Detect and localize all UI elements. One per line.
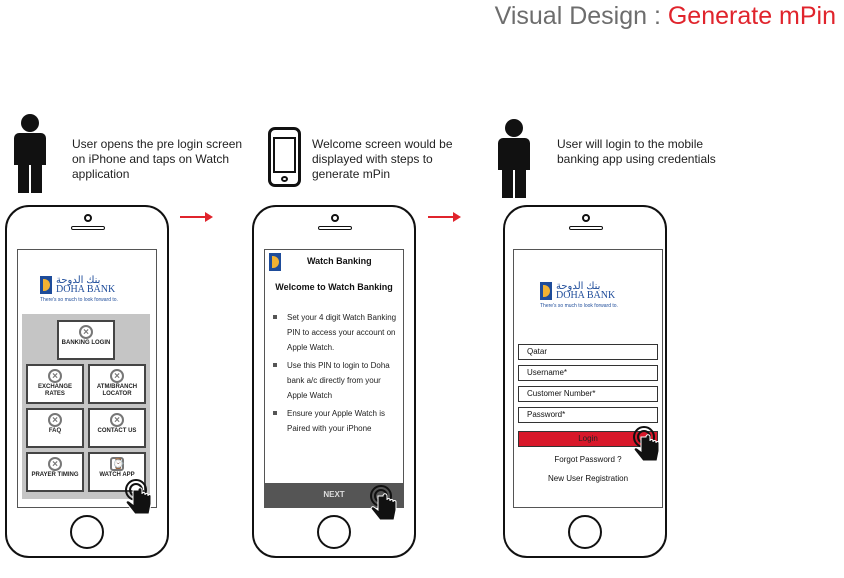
speaker-grille xyxy=(569,226,603,230)
title-prefix: Visual Design : xyxy=(494,2,668,30)
camera-icon xyxy=(582,214,590,222)
prelogin-screen: بنك الدوحة DOHA BANK There's so much to look forward to. × BANKING LOGIN × EXCHANGE RATES × ATM/BRANCH LOCATOR × FAQ × CONTACT US × PRAYER TIMING ⌚ WATCH APP xyxy=(17,249,157,508)
tile-label: BANKING LOGIN xyxy=(61,340,111,346)
home-button[interactable] xyxy=(317,515,351,549)
close-circle-icon: × xyxy=(48,457,62,471)
welcome-header-title: Watch Banking xyxy=(307,256,372,266)
speaker-grille xyxy=(71,226,105,230)
forgot-password-link[interactable]: Forgot Password ? xyxy=(554,455,622,464)
person-icon xyxy=(13,114,47,194)
camera-icon xyxy=(84,214,92,222)
menu-grid xyxy=(22,314,150,499)
close-circle-icon: × xyxy=(48,413,62,427)
slide-title xyxy=(495,2,836,31)
new-user-registration-link[interactable]: New User Registration xyxy=(547,474,629,483)
arrow-right-icon xyxy=(180,212,213,222)
welcome-header xyxy=(265,250,403,272)
step-2-caption: Welcome screen would be displayed with steps to generate mPin xyxy=(312,137,453,181)
login-screen: بنك الدوحة DOHA BANK There's so much to look forward to. Qatar Username* Customer Number* Password* Login Forgot Password ? New User Registration xyxy=(513,249,663,508)
username-field[interactable]: Username* xyxy=(518,365,658,381)
tile-atm-branch-locator[interactable] xyxy=(88,364,146,404)
tile-exchange-rates[interactable] xyxy=(26,364,84,404)
welcome-screen xyxy=(264,249,404,508)
camera-icon xyxy=(331,214,339,222)
step-1-caption: User opens the pre login screen on iPhone and taps on Watch application xyxy=(72,137,243,181)
close-circle-icon: × xyxy=(79,325,93,339)
list-item: Use this PIN to login to Doha bank a/c directly from your Apple Watch xyxy=(271,358,401,403)
smartphone-icon xyxy=(268,127,301,187)
tile-prayer-timing[interactable] xyxy=(26,452,84,492)
speaker-grille xyxy=(318,226,352,230)
close-circle-icon: × xyxy=(110,369,124,383)
tile-faq[interactable] xyxy=(26,408,84,448)
close-circle-icon: × xyxy=(48,369,62,383)
arrow-right-icon xyxy=(428,212,461,222)
tap-hand-icon xyxy=(117,478,155,520)
home-button[interactable] xyxy=(70,515,104,549)
close-circle-icon: × xyxy=(110,413,124,427)
login-button[interactable]: Login xyxy=(518,431,658,447)
tile-label: EXCHANGE RATES xyxy=(37,384,72,397)
tile-label: CONTACT US xyxy=(97,428,137,434)
next-button[interactable]: NEXT xyxy=(265,483,403,507)
tile-contact-us[interactable] xyxy=(88,408,146,448)
step-3-caption: User will login to the mobile banking app using credentials xyxy=(557,137,716,166)
tile-label: PRAYER TIMING xyxy=(31,472,79,478)
tap-hand-icon xyxy=(625,425,663,467)
tap-hand-icon xyxy=(362,484,400,526)
title-accent: Generate mPin xyxy=(667,2,836,30)
welcome-steps-list xyxy=(271,310,401,439)
tile-banking-login[interactable] xyxy=(57,320,115,360)
customer-number-field[interactable]: Customer Number* xyxy=(518,386,658,402)
tile-label: ATM/BRANCH LOCATOR xyxy=(96,384,138,397)
welcome-title: Welcome to Watch Banking xyxy=(275,282,393,292)
list-item: Set your 4 digit Watch Banking PIN to access your account on Apple Watch. xyxy=(271,310,401,355)
password-field[interactable]: Password* xyxy=(518,407,658,423)
phone-login xyxy=(503,205,667,558)
tile-label: WATCH APP xyxy=(99,472,135,478)
country-select[interactable]: Qatar xyxy=(518,344,658,360)
person-icon xyxy=(497,119,531,199)
watch-icon: ⌚ xyxy=(112,459,125,470)
tile-label: FAQ xyxy=(48,428,62,434)
list-item: Ensure your Apple Watch is Paired with your iPhone xyxy=(271,406,401,436)
home-button[interactable] xyxy=(568,515,602,549)
